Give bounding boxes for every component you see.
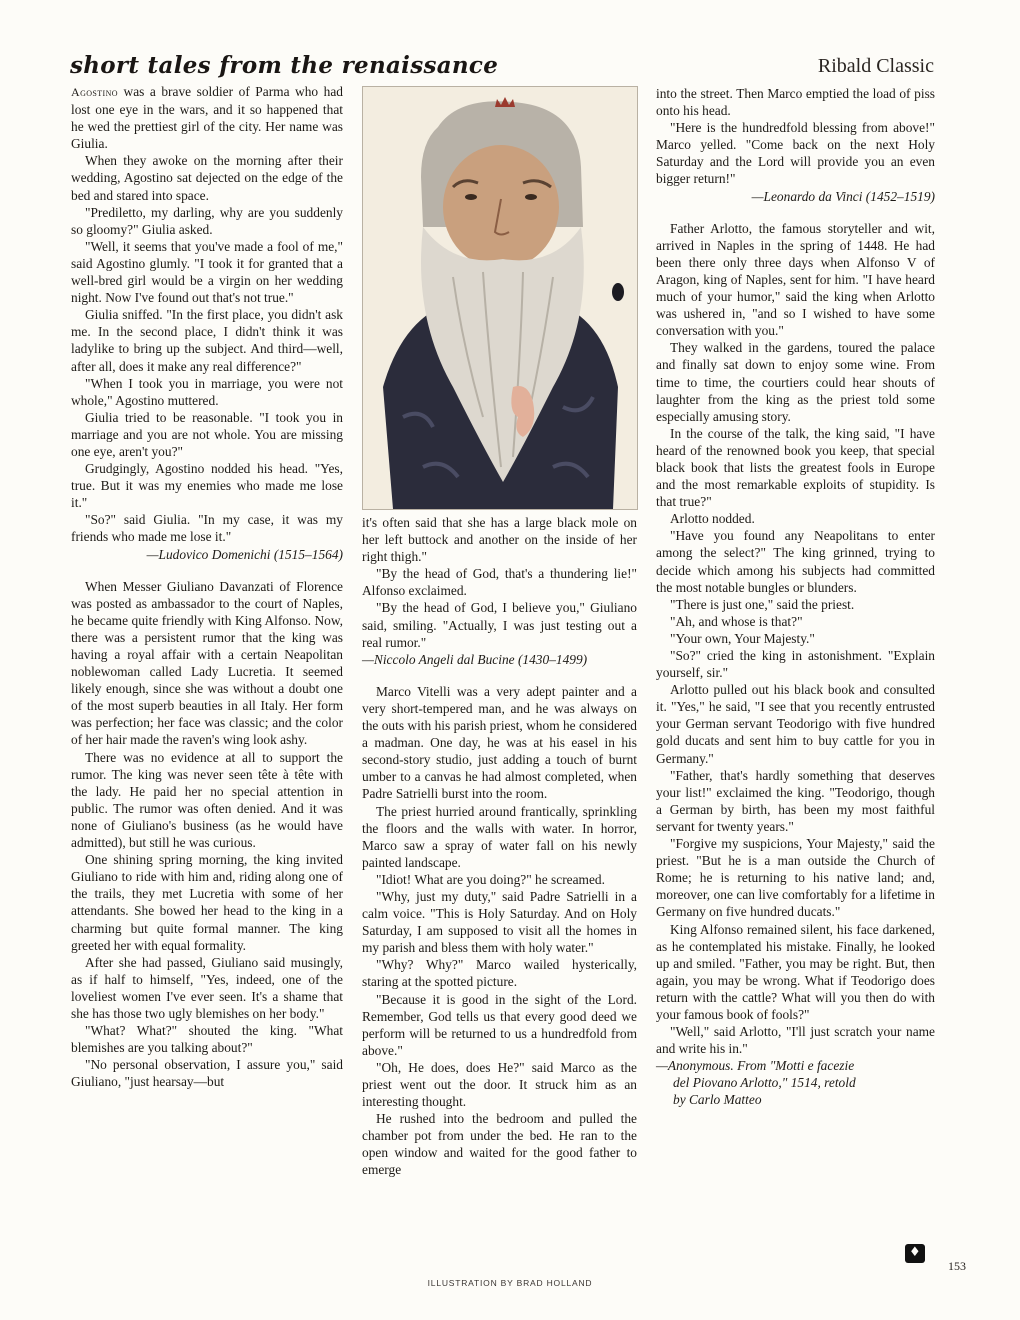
paragraph: it's often said that she has a large black mole on her left buttock and another on the inside of her right thigh." <box>362 515 637 565</box>
column-2 <box>362 514 637 1179</box>
paragraph: Father Arlotto, the famous storyteller and wit, arrived in Naples in the spring of 1448. He had been there only three days when Alfonso V of Aragon, king of Naples, sent for him. "I have heard much of your humor," said the king when Arlotto was ushered in, "and so I wished to have some conversation with you." <box>656 220 935 339</box>
column-3 <box>656 85 935 1109</box>
attribution: —Anonymous. From "Motti e facezie del Piovano Arlotto," 1514, retold by Carlo Matteo <box>656 1058 856 1108</box>
attribution: —Niccolo Angeli dal Bucine (1430–1499) <box>362 651 588 667</box>
paragraph: Giulia tried to be reasonable. "I took you in marriage and you are not whole. You are missing one eye, aren't you?" <box>71 409 343 459</box>
paragraph: One shining spring morning, the king invited Giuliano to ride with him and, riding along one of the trails, they met Lucretia with some of her attendants. She bowed her head to the king in a charming but quite formal manner. The king greeted her with equal formality. <box>71 852 343 953</box>
paragraph: Marco Vitelli was a very adept painter and a very short-tempered man, and he was always on the outs with his parish priest, whom he considered a madman. One day, he was at his easel in his second-story studio, just adding a touch of burnt umber to a canvas he had almost completed, when Padre Satrielli burst into the room. <box>362 683 637 802</box>
paragraph: Arlotto nodded. <box>670 511 755 527</box>
paragraph: "By the head of God, that's a thundering lie!" Alfonso exclaimed. <box>362 566 637 599</box>
paragraph: "Well, it seems that you've made a fool of me," said Agostino glumly. "I took it for granted that a well-bred girl would be a virgin on her wedding night. Now I've found out that's not true." <box>71 238 343 306</box>
page-title: short tales from the renaissance <box>70 52 499 79</box>
paragraph: When Messer Giuliano Davanzati of Florence was posted as ambassador to the court of Naples, he became quite friendly with King Alfonso. Now, there was a persistent rumor that the king was having a royal affair with a certain Neapolitan noblewoman called Lady Lucretia. It seemed likely enough, since she was without a doubt one of the most superb beauties in all Italy. Her form was perfection; her face was classic; and the color of her hair made the raven's wing look ashy. <box>71 578 343 748</box>
paragraph: "Why, just my duty," said Padre Satrielli in a calm voice. "This is Holy Saturday. And on Holy Saturday, I am supposed to visit all the homes in my parish and bless them with holy water." <box>362 888 637 956</box>
paragraph: "Because it is good in the sight of the Lord. Remember, God tells us that every good deed we perform will be returned to us a hundredfold from above." <box>362 991 637 1058</box>
paragraph: "Forgive my suspicions, Your Majesty," said the priest. "But he is a man outside the Church of Rome; he is returning to his native land; and, moreover, one can live comfortably for a lifetime in Germany on five hundred ducats." <box>656 836 935 920</box>
paragraph: After she had passed, Giuliano said musingly, as if half to himself, "Yes, indeed, one of the loveliest women I've ever seen. It's a shame that she has those two ugly blemishes on her body." <box>71 954 343 1021</box>
paragraph: "Idiot! What are you doing?" he screamed. <box>376 871 605 887</box>
rabbit-logo-icon: ♦ <box>905 1244 925 1263</box>
illustration-credit: ILLUSTRATION BY BRAD HOLLAND <box>427 1278 593 1288</box>
paragraph: He rushed into the bedroom and pulled the chamber pot from under the bed. He ran to the open window and waited for the good father to emerge <box>362 1111 637 1178</box>
paragraph: "Have you found any Neapolitans to enter among the select?" The king grinned, trying to decide which among his subjects had committed the most notable bungles or blunders. <box>656 528 935 595</box>
paragraph: There was no evidence at all to support the rumor. The king was never seen tête à tête with the lady. He paid her no special attention in public. The rumor was often denied. And it was none of Giuliano's business (as he would have admitted), but still he was curious. <box>71 749 343 851</box>
paragraph: "Why? Why?" Marco wailed hysterically, staring at the spotted picture. <box>362 957 637 990</box>
paragraph: "So?" said Giulia. "In my case, it was my friends who made me lose it." <box>71 512 343 545</box>
illustration-bearded-man <box>362 86 638 510</box>
paragraph: "Prediletto, my darling, why are you suddenly so gloomy?" Giulia asked. <box>71 204 343 237</box>
paragraph: into the street. Then Marco emptied the load of piss onto his head. <box>656 86 935 119</box>
paragraph: In the course of the talk, the king said, "I have heard of the renowned book you keep, that special black book that lists the greatest fools in Europe and the most remarkable exploits of stupidity. Is that true?" <box>656 425 935 510</box>
paragraph: "Oh, He does, does He?" said Marco as the priest went out the door. It struck him as an interesting thought. <box>362 1059 637 1110</box>
paragraph: Arlotto pulled out his black book and consulted it. "Yes," he said, "I see that you recently entrusted your German servant Teodorigo with five hundred gold ducats and sent him to buy cattle for you in Germany." <box>656 682 935 766</box>
paragraph: "Ah, and whose is that?" <box>670 613 803 629</box>
paragraph: "When I took you in marriage, you were not whole," Agostino muttered. <box>71 375 343 408</box>
paragraph: "Your own, Your Majesty." <box>670 630 815 646</box>
paragraph: "By the head of God, I believe you," Giuliano said, smiling. "Actually, I was just testing out a real rumor." <box>362 600 637 650</box>
paragraph: Giulia sniffed. "In the first place, you didn't ask me. In the second place, I didn't think it was ladylike to bring up the subject. And third—well, after all, does it make any real difference?" <box>71 307 343 374</box>
paragraph: "There is just one," said the priest. <box>670 596 855 612</box>
lead-word: Agostino <box>71 85 118 99</box>
paragraph: "Here is the hundredfold blessing from above!" Marco yelled. "Come back on the next Holy Saturday and the Lord will provide you an even bigger return!" <box>656 120 935 187</box>
column-1 <box>71 83 343 1090</box>
paragraph: "What? What?" shouted the king. "What blemishes are you talking about?" <box>71 1023 343 1056</box>
paragraph: Agostino was a brave soldier of Parma who had lost one eye in the wars, and it so happened that he wed the prettiest girl of the city. Her name was Giulia. <box>71 84 343 152</box>
attribution: —Leonardo da Vinci (1452–1519) <box>751 188 935 204</box>
paragraph: Grudgingly, Agostino nodded his head. "Yes, true. But it was my enemies who made me lose it." <box>71 461 343 511</box>
paragraph: "Father, that's hardly something that deserves your list!" exclaimed the king. "Teodorigo, though a German by birth, has been my most faithful servant for twenty years." <box>656 767 935 834</box>
attribution: —Ludovico Domenichi (1515–1564) <box>146 546 343 562</box>
paragraph: "No personal observation, I assure you," said Giuliano, "just hearsay—but <box>71 1057 343 1090</box>
page-number: 153 <box>948 1259 966 1273</box>
paragraph: The priest hurried around frantically, sprinkling the floors and the walls with water. In horror, Marco saw a spray of water fall on his newly painted landscape. <box>362 803 637 870</box>
paragraph: "Well," said Arlotto, "I'll just scratch your name and write his in." <box>656 1024 935 1057</box>
paragraph: "So?" cried the king in astonishment. "Explain yourself, sir." <box>656 648 935 681</box>
portrait-illustration <box>363 87 637 509</box>
paragraph: When they awoke on the morning after their wedding, Agostino sat dejected on the edge of the bed and stared into space. <box>71 153 343 203</box>
paragraph: They walked in the gardens, toured the palace and finally sat down to enjoy some wine. From time to time, the courtiers could hear shouts of laughter from the king as the priest told some especially amusing story. <box>656 340 935 424</box>
paragraph: King Alfonso remained silent, his face darkened, as he contemplated his mistake. Finally, he looked up and smiled. "Father, you may be right. But, then again, you may be wrong. What if Teodorigo does return with the cattle? What will you then do with your famous book of fools?" <box>656 921 935 1022</box>
section-kicker: Ribald Classic <box>817 55 934 77</box>
